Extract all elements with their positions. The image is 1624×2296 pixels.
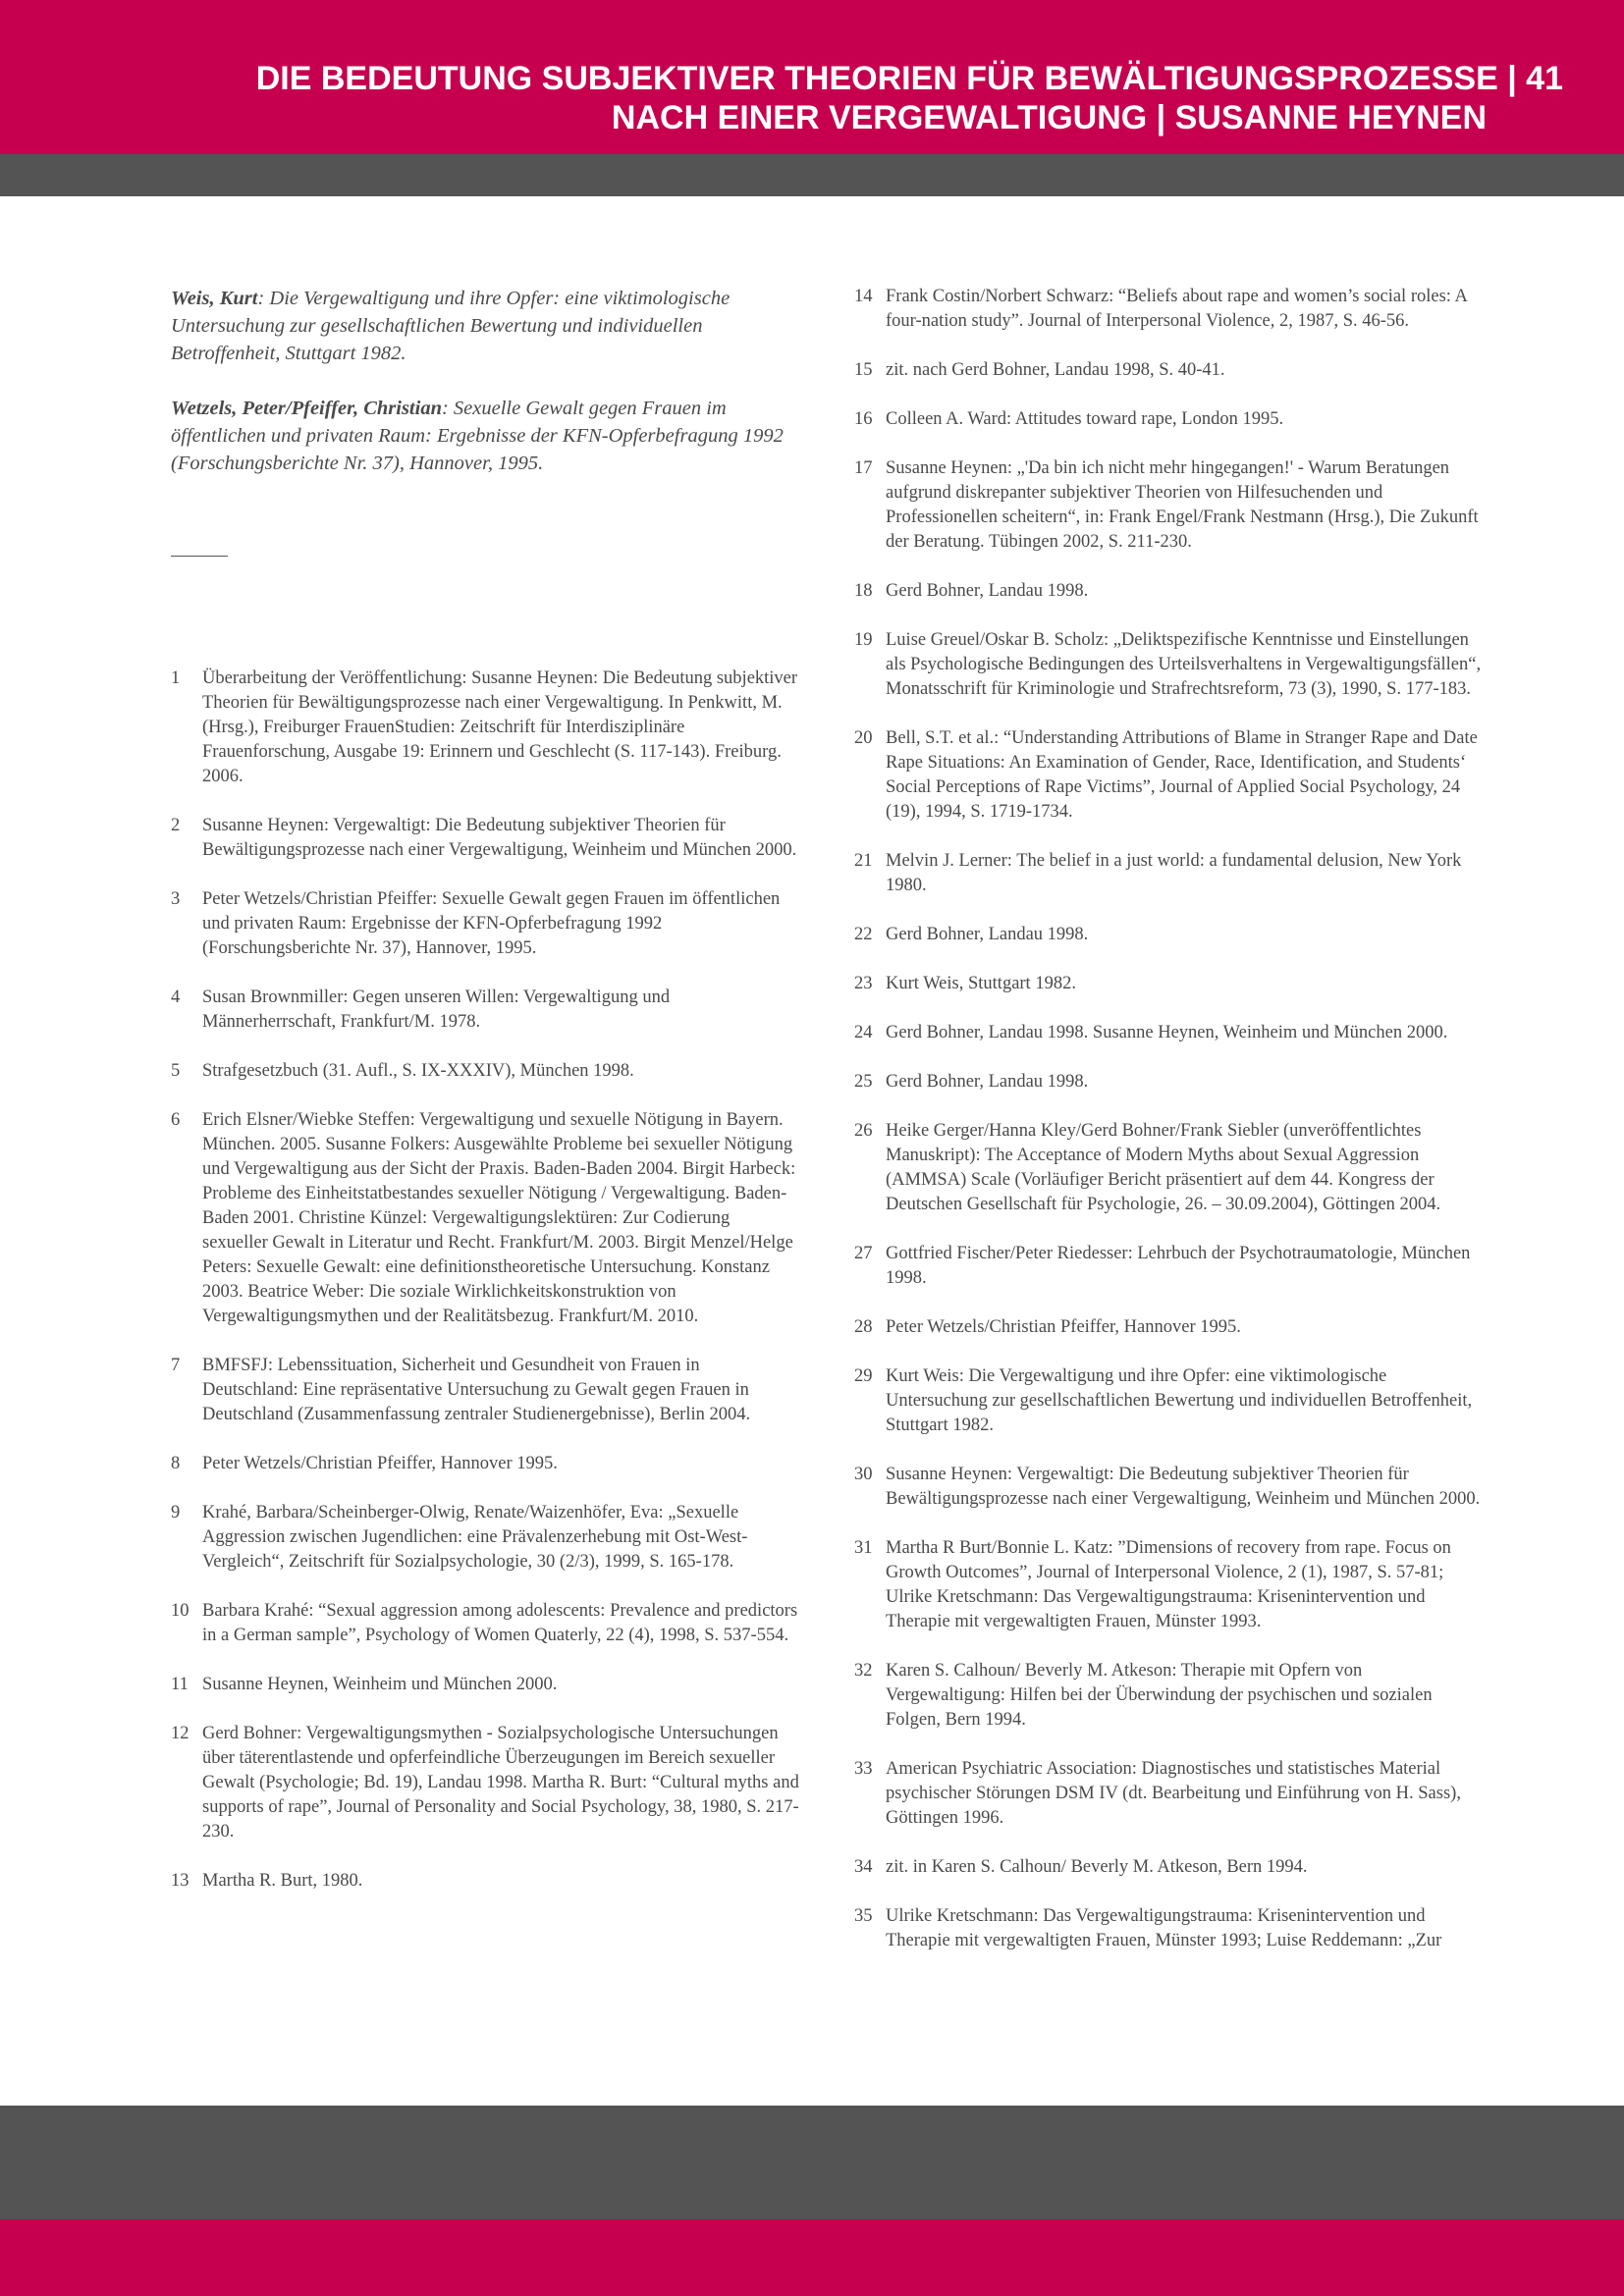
footnote: [854, 1536, 1483, 1634]
footnote-number: 16: [854, 409, 873, 429]
footnote-number: 21: [854, 851, 873, 871]
footnote: [171, 986, 799, 1035]
header-title-line2: NACH EINER VERGEWALTIGUNG | SUSANNE HEYNEN: [611, 99, 1487, 136]
footnote-text: Strafgesetzbuch (31. Aufl., S. IX-XXXIV), München 1998.: [202, 1061, 634, 1081]
footnote-number: 5: [171, 1061, 181, 1081]
footnote-text: zit. nach Gerd Bohner, Landau 1998, S. 40-41.: [886, 360, 1225, 380]
footnote-number: 30: [854, 1465, 873, 1484]
footnote: [171, 1599, 799, 1648]
footnote-text: zit. in Karen S. Calhoun/ Beverly M. Atkeson, Bern 1994.: [886, 1857, 1308, 1877]
footnote-text: Heike Gerger/Hanna Kley/Gerd Bohner/Frank Siebler (unveröffentlichtes Manuskript): The Acceptance of Modern Myths about Sexual Aggression (AMMSA) Scale (Vorläufiger Bericht präsentiert auf dem 44. Kongress der Deutschen Gesellschaft für Psychologie, 26. – 30.09.2004), Göttingen 2004.: [886, 1121, 1441, 1214]
footnote: [854, 1904, 1483, 1953]
literature-author: Weis, Kurt: [171, 288, 258, 309]
footnote-text: Erich Elsner/Wiebke Steffen: Vergewaltigung und sexuelle Nötigung in Bayern. München. 2005. Susanne Folkers: Ausgewählte Probleme bei sexueller Nötigung und Vergewaltigung aus der Sicht der Praxis. Baden-Baden 2004. Birgit Harbeck: Probleme des Einheitstatbestandes sexueller Nötigung / Vergewaltigung. Baden-Baden 2001. Christine Künzel: Vergewaltigungslektüren: Zur Codierung sexueller Gewalt in Literatur und Recht. Frankfurt/M. 2003. Birgit Menzel/Helge Peters: Sexuelle Gewalt: eine definitionstheoretische Untersuchung. Konstanz 2003. Beatrice Weber: Die soziale Wirklichkeitskonstruktion von Vergewaltigungsmythen und der Realitätsbezug. Frankfurt/M. 2010.: [202, 1110, 796, 1326]
footnote: [171, 1722, 799, 1844]
footnote: [854, 1364, 1483, 1438]
footnote-number: 15: [854, 360, 873, 380]
footnote: [171, 887, 799, 961]
footnote: [171, 814, 799, 863]
footnote-number: 32: [854, 1661, 873, 1681]
footnote-text: Susanne Heynen: Vergewaltigt: Die Bedeutung subjektiver Theorien für Bewältigungsprozesse nach einer Vergewaltigung, Weinheim und München 2000.: [202, 816, 797, 860]
footnote: [171, 1059, 799, 1084]
footnote-number: 18: [854, 581, 873, 601]
footnote: [854, 456, 1483, 555]
footnote-text: Luise Greuel/Oskar B. Scholz: „Deliktspezifische Kenntnisse und Einstellungen als Psychologische Bedingungen des Urteilsverhaltens in Vergewaltigungsfällen“, Monatsschrift für Kriminologie und Strafrechtsreform, 73 (3), 1990, S. 177-183.: [886, 630, 1482, 699]
footnote: [854, 849, 1483, 898]
footnote-number: 26: [854, 1121, 873, 1141]
footnote-number: 4: [171, 988, 181, 1007]
footnote-number: 2: [171, 816, 181, 835]
header-title-line1: DIE BEDEUTUNG SUBJEKTIVER THEORIEN FÜR BEWÄLTIGUNGSPROZESSE | 41: [255, 60, 1563, 97]
footnote: [854, 1119, 1483, 1217]
left-column: [171, 285, 799, 1918]
footnote: [171, 667, 799, 789]
footnote: [854, 407, 1483, 432]
footnote-number: 3: [171, 889, 181, 909]
footnote-text: Peter Wetzels/Christian Pfeiffer, Hannover 1995.: [886, 1317, 1241, 1337]
footnote-number: 34: [854, 1857, 873, 1877]
footnote-text: Peter Wetzels/Christian Pfeiffer, Hannover 1995.: [202, 1454, 558, 1473]
footnote-number: 24: [854, 1023, 873, 1042]
literature-entry: [171, 285, 799, 367]
footnote: [171, 1452, 799, 1476]
footnote-number: 19: [854, 630, 873, 650]
footnote-number: 1: [171, 668, 181, 688]
footnote-number: 27: [854, 1244, 873, 1263]
footnote-text: Gerd Bohner, Landau 1998.: [886, 925, 1089, 944]
footnote-text: Bell, S.T. et al.: “Understanding Attributions of Blame in Stranger Rape and Date Rape Situations: An Examination of Gender, Race, Identification, and Students‘ Social Perceptions of Rape Victims”, Journal of Applied Social Psychology, 24 (19), 1994, S. 1719-1734.: [886, 728, 1478, 822]
footnote-text: Martha R Burt/Bonnie L. Katz: ”Dimensions of recovery from rape. Focus on Growth Outcomes”, Journal of Interpersonal Violence, 2 (1), 1987, S. 57-81; Ulrike Kretschmann: Das Vergewaltigungstrauma: Krisenintervention und Therapie mit vergewaltigten Frauen, Münster 1993.: [886, 1538, 1451, 1631]
footnote-number: 20: [854, 728, 873, 748]
footnote: [854, 1757, 1483, 1831]
footer-grey-band: [0, 2106, 1624, 2219]
footnote-number: 13: [171, 1871, 189, 1891]
footnote-number: 35: [854, 1906, 873, 1926]
footnote-number: 31: [854, 1538, 873, 1558]
footnote: [854, 923, 1483, 947]
footnote-text: Melvin J. Lerner: The belief in a just world: a fundamental delusion, New York 1980.: [886, 851, 1462, 895]
footnote-divider: [171, 556, 228, 557]
footnote-text: Gottfried Fischer/Peter Riedesser: Lehrbuch der Psychotraumatologie, München 1998.: [886, 1244, 1471, 1288]
footnote: [171, 1501, 799, 1575]
footnote-text: BMFSFJ: Lebenssituation, Sicherheit und Gesundheit von Frauen in Deutschland: Eine repräsentative Untersuchung zu Gewalt gegen Frauen in Deutschland (Zusammenfassung zentraler Studienergebnisse), Berlin 2004.: [202, 1356, 751, 1424]
footnote-text: Gerd Bohner, Landau 1998.: [886, 1072, 1089, 1092]
footnote: [854, 1855, 1483, 1880]
footnote: [854, 726, 1483, 825]
footnote-text: Gerd Bohner, Landau 1998. Susanne Heynen, Weinheim und München 2000.: [886, 1023, 1448, 1042]
footnote-number: 9: [171, 1503, 181, 1522]
footnote-number: 8: [171, 1454, 181, 1473]
footnote-number: 17: [854, 458, 873, 478]
footnote-number: 12: [171, 1724, 189, 1743]
footnote-number: 7: [171, 1356, 181, 1375]
footnote-text: Susan Brownmiller: Gegen unseren Willen: Vergewaltigung und Männerherrschaft, Frankfurt/M. 1978.: [202, 988, 671, 1032]
footnote-number: 23: [854, 974, 873, 993]
footnote-number: 33: [854, 1759, 873, 1779]
footnote-number: 10: [171, 1601, 189, 1621]
footnote-text: Barbara Krahé: “Sexual aggression among adolescents: Prevalence and predictors in a German sample”, Psychology of Women Quaterly, 22 (4), 1998, S. 537-554.: [202, 1601, 798, 1645]
footnote: [854, 1070, 1483, 1095]
running-header: [0, 59, 1624, 137]
footnote: [854, 285, 1483, 334]
footnote-text: Gerd Bohner: Vergewaltigungsmythen - Sozialpsychologische Untersuchungen über täterentlastende und opferfeindliche Überzeugungen im Bereich sexueller Gewalt (Psychologie; Bd. 19), Landau 1998. Martha R. Burt: “Cultural myths and supports of rape”, Journal of Personality and Social Psychology, 38, 1980, S. 217-230.: [202, 1724, 799, 1842]
header-grey-band: [0, 154, 1624, 196]
footnote-text: Krahé, Barbara/Scheinberger-Olwig, Renate/Waizenhöfer, Eva: „Sexuelle Aggression zwischen Jugendlichen: eine Prävalenzerhebung mit Ost-West-Vergleich“, Zeitschrift für Sozialpsychologie, 30 (2/3), 1999, S. 165-178.: [202, 1503, 748, 1572]
footnote-number: 6: [171, 1110, 181, 1130]
footnote-text: Überarbeitung der Veröffentlichung: Susanne Heynen: Die Bedeutung subjektiver Theorien für Bewältigungsprozesse nach einer Vergewaltigung. In Penkwitt, M. (Hrsg.), Freiburger FrauenStudien: Zeitschrift für Interdisziplinäre Frauenforschung, Ausgabe 19: Erinnern und Geschlecht (S. 117-143). Freiburg. 2006.: [202, 668, 798, 786]
footnote: [854, 1315, 1483, 1340]
footnote-number: 14: [854, 287, 873, 306]
literature-text: : Die Vergewaltigung und ihre Opfer: eine viktimologische Untersuchung zur gesellschaftlichen Bewertung und individuellen Betroffenheit, Stuttgart 1982.: [171, 288, 731, 364]
footnote: [171, 1354, 799, 1427]
footnote-text: Gerd Bohner, Landau 1998.: [886, 581, 1089, 601]
footnote: [854, 1021, 1483, 1045]
footnote-number: 22: [854, 925, 873, 944]
literature-entry: [171, 395, 799, 477]
footnote-text: Kurt Weis: Die Vergewaltigung und ihre Opfer: eine viktimologische Untersuchung zur gesellschaftlichen Bewertung und individuellen Betroffenheit, Stuttgart 1982.: [886, 1366, 1473, 1435]
footnote-text: Ulrike Kretschmann: Das Vergewaltigungstrauma: Krisenintervention und Therapie mit vergewaltigten Frauen, Münster 1993; Luise Reddemann: „Zur: [886, 1906, 1442, 1950]
footnote: [854, 1659, 1483, 1733]
footnote-number: 11: [171, 1675, 189, 1694]
footnote-text: Susanne Heynen: „'Da bin ich nicht mehr hingegangen!' - Warum Beratungen aufgrund diskrepanter subjektiver Theorien von Hilfesuchenden und Professionellen scheitern“, in: Frank Engel/Frank Nestmann (Hrsg.), Die Zukunft der Beratung. Tübingen 2002, S. 211-230.: [886, 458, 1479, 552]
footnote-text: Kurt Weis, Stuttgart 1982.: [886, 974, 1076, 993]
footnotes-left: [171, 667, 799, 1894]
footnote-text: American Psychiatric Association: Diagnostisches und statistisches Material psychischer Störungen DSM IV (dt. Bearbeitung und Einführung von H. Sass), Göttingen 1996.: [886, 1759, 1461, 1828]
footnote-text: Martha R. Burt, 1980.: [202, 1871, 363, 1891]
footnote-text: Peter Wetzels/Christian Pfeiffer: Sexuelle Gewalt gegen Frauen im öffentlichen und privaten Raum: Ergebnisse der KFN-Opferbefragung 1992 (Forschungsberichte Nr. 37), Hannover, 1995.: [202, 889, 781, 958]
right-column: [854, 285, 1483, 1978]
footnote: [171, 1108, 799, 1329]
footnote: [171, 1673, 799, 1697]
literature-text: : Sexuelle Gewalt gegen Frauen im öffentlichen und privaten Raum: Ergebnisse der KFN-Opferbefragung 1992 (Forschungsberichte Nr. 37), Hannover, 1995.: [171, 398, 784, 474]
footnote-text: Susanne Heynen: Vergewaltigt: Die Bedeutung subjektiver Theorien für Bewältigungsprozesse nach einer Vergewaltigung, Weinheim und München 2000.: [886, 1465, 1481, 1509]
footer-band: [0, 2219, 1624, 2296]
footnote-number: 25: [854, 1072, 873, 1092]
footnote: [854, 579, 1483, 604]
footnote-text: Karen S. Calhoun/ Beverly M. Atkeson: Therapie mit Opfern von Vergewaltigung: Hilfen bei der Überwindung der psychischen und sozialen Folgen, Bern 1994.: [886, 1661, 1433, 1730]
footnote-number: 28: [854, 1317, 873, 1337]
footnote: [854, 628, 1483, 702]
footnote: [854, 1242, 1483, 1291]
footnote-text: Colleen A. Ward: Attitudes toward rape, London 1995.: [886, 409, 1284, 429]
footnote-text: Susanne Heynen, Weinheim und München 2000.: [202, 1675, 558, 1694]
footnote-text: Frank Costin/Norbert Schwarz: “Beliefs about rape and women’s social roles: A four-nation study”. Journal of Interpersonal Violence, 2, 1987, S. 46-56.: [886, 287, 1467, 331]
footnote: [854, 972, 1483, 996]
footnote-number: 29: [854, 1366, 873, 1386]
literature-author: Wetzels, Peter/Pfeiffer, Christian: [171, 398, 442, 419]
footnote: [854, 358, 1483, 383]
footnote: [171, 1869, 799, 1894]
footnote: [854, 1463, 1483, 1512]
footnotes-right: [854, 285, 1483, 1953]
